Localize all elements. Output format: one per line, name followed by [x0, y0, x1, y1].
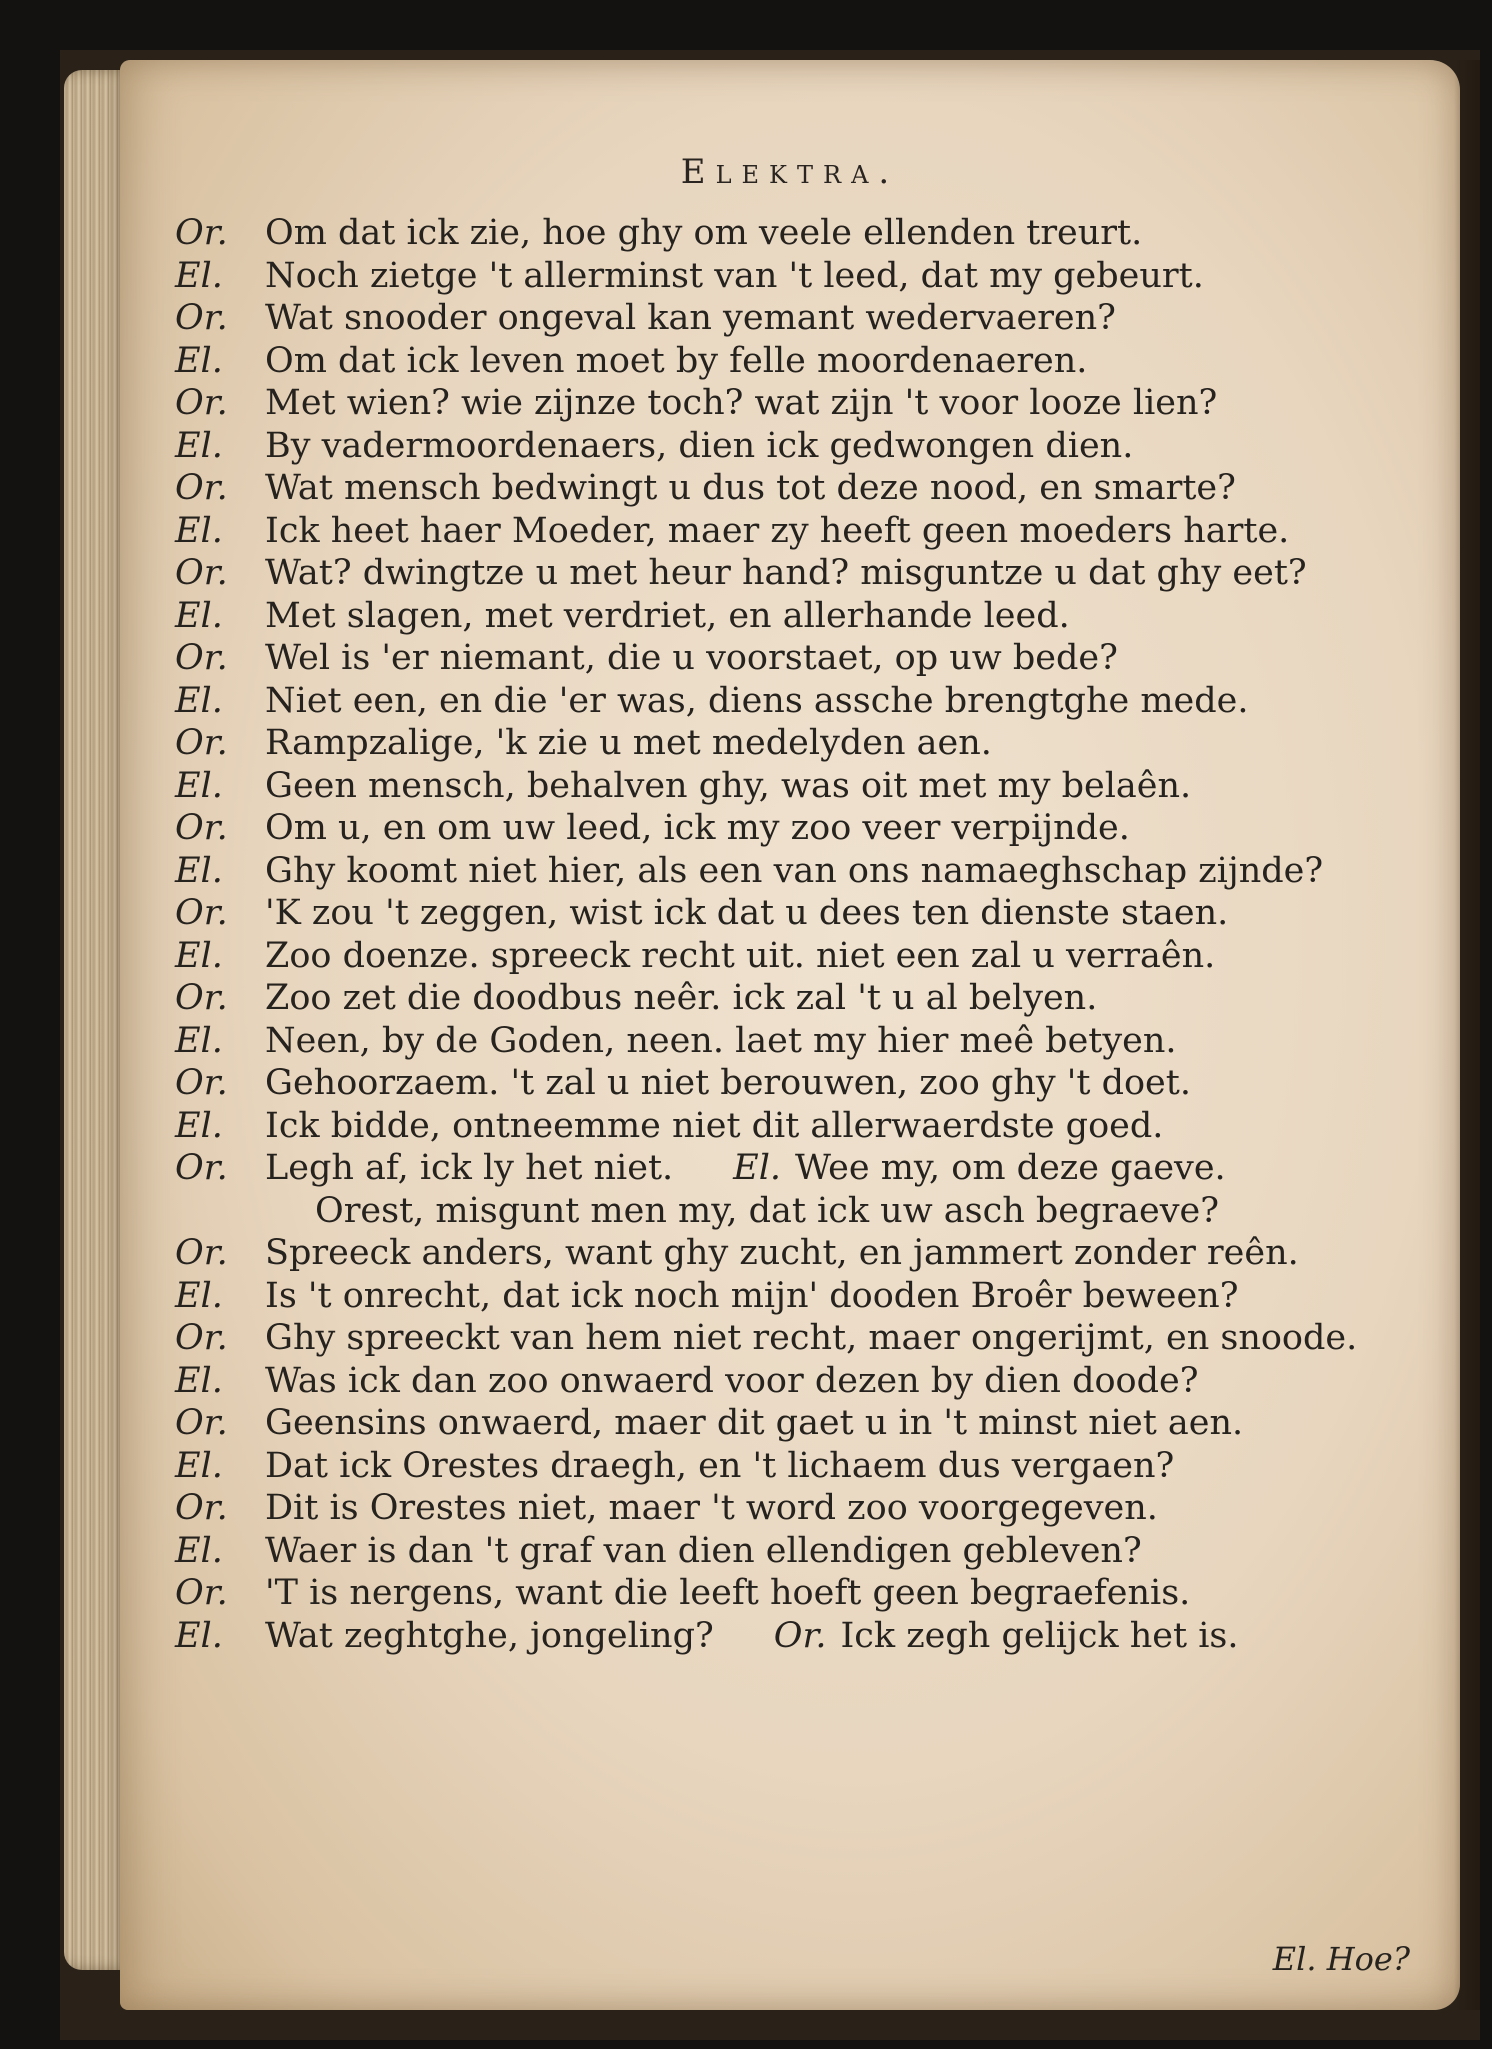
dialogue-line: [175, 510, 1435, 553]
line-text: By vadermoordenaers, dien ick gedwongen dien.: [265, 425, 1134, 466]
line-text: Ick bidde, ontneemme niet dit allerwaerdste goed.: [265, 1105, 1164, 1146]
book-page: [120, 60, 1460, 2010]
dialogue-line: [175, 595, 1435, 638]
dialogue-line: [175, 467, 1435, 510]
dialogue-line: [175, 1445, 1435, 1488]
line-text: Om u, en om uw leed, ick my zoo veer verpijnde.: [265, 808, 1130, 848]
dialogue-line: [175, 425, 1435, 468]
speaker-label: Or.: [175, 893, 228, 933]
line-text: Rampzalige, 'k zie u met medelyden aen.: [265, 723, 992, 763]
speaker-label: El.: [175, 1360, 223, 1401]
line-text: Gehoorzaem. 't zal u niet berouwen, zoo ghy 't doet.: [265, 1063, 1191, 1103]
speaker-label: Or.: [175, 298, 228, 338]
speaker-label: Or.: [175, 1148, 228, 1188]
line-text: 'T is nergens, want die leeft hoeft geen begraefenis.: [265, 1573, 1191, 1613]
dialogue-line: [175, 977, 1435, 1020]
speaker-label: El.: [175, 1615, 223, 1656]
dialogue-line: [175, 1105, 1435, 1148]
speaker-label: El.: [175, 255, 223, 296]
line-text: Geensins onwaerd, maer dit gaet u in 't minst niet aen.: [265, 1403, 1244, 1443]
line-text: 'K zou 't zeggen, wist ick dat u dees ten dienste staen.: [265, 893, 1229, 933]
speaker-label: Or.: [175, 1233, 228, 1273]
dialogue-line: [175, 297, 1435, 340]
speaker-label: El.: [175, 1445, 223, 1486]
line-text: Wat snooder ongeval kan yemant wedervaeren?: [265, 298, 1116, 338]
speaker-label: El.: [175, 595, 223, 636]
dialogue-line: [175, 552, 1435, 595]
dialogue-line: [175, 892, 1435, 935]
dialogue-line: [175, 340, 1435, 383]
line-text: Niet een, en die 'er was, diens assche brengtghe mede.: [265, 680, 1249, 721]
line-text: Ghy koomt niet hier, als een van ons namaeghschap zijnde?: [265, 850, 1324, 891]
line-text: Ghy spreeckt van hem niet recht, maer ongerijmt, en snoode.: [265, 1318, 1358, 1358]
speaker-label: Or.: [175, 1403, 228, 1443]
line-text: Met slagen, met verdriet, en allerhande leed.: [265, 595, 1070, 636]
line-text: Met wien? wie zijnze toch? wat zijn 't voor looze lien?: [265, 383, 1218, 423]
dialogue-line: [175, 1572, 1435, 1615]
dialogue-lines: [175, 212, 1435, 1657]
line-text: Wat zeghtghe, jongeling?: [265, 1615, 714, 1656]
line-text: Om dat ick zie, hoe ghy om veele ellenden treurt.: [265, 213, 1143, 253]
speaker-label: El.: [175, 1020, 223, 1061]
line-text: Wat? dwingtze u met heur hand? misguntze u dat ghy eet?: [265, 553, 1307, 593]
dialogue-line: [175, 765, 1435, 808]
dialogue-line: [175, 807, 1435, 850]
catchword: El. Hoe?: [1272, 1940, 1410, 1978]
speaker-label: El.: [175, 935, 223, 976]
dialogue-line: [175, 1020, 1435, 1063]
speaker-label: Or.: [175, 553, 228, 593]
speaker-label: Or.: [175, 638, 228, 678]
page-gutter-shadow: [1454, 60, 1480, 2010]
dialogue-line: [175, 1190, 1435, 1233]
speaker-label: El.: [175, 765, 223, 806]
speaker-label: Or.: [773, 1615, 827, 1656]
speaker-label: Or.: [175, 213, 228, 253]
dialogue-line: [175, 1147, 1435, 1190]
dialogue-line: [175, 1530, 1435, 1573]
speaker-label: El.: [733, 1148, 782, 1188]
line-text: Om dat ick leven moet by felle moordenaeren.: [265, 340, 1088, 381]
speaker-label: Or.: [175, 1063, 228, 1103]
dialogue-line: [175, 1062, 1435, 1105]
line-text: Was ick dan zoo onwaerd voor dezen by dien doode?: [265, 1360, 1199, 1401]
dialogue-line: [175, 1317, 1435, 1360]
line-text: Ick zegh gelijck het is.: [840, 1615, 1239, 1656]
line-text: Legh af, ick ly het niet.: [265, 1148, 674, 1188]
line-text: Ick heet haer Moeder, maer zy heeft geen moeders harte.: [265, 510, 1290, 551]
line-text: Is 't onrecht, dat ick noch mijn' dooden Broêr beween?: [265, 1275, 1239, 1316]
speaker-label: Or.: [175, 808, 228, 848]
dialogue-line: [175, 255, 1435, 298]
dialogue-line: [175, 850, 1435, 893]
speaker-label: El.: [175, 850, 223, 891]
speaker-label: El.: [175, 680, 223, 721]
line-text: Wel is 'er niemant, die u voorstaet, op uw bede?: [265, 638, 1118, 678]
speaker-label: Or.: [175, 1318, 228, 1358]
dialogue-line: [175, 1275, 1435, 1318]
line-text: Waer is dan 't graf van dien ellendigen gebleven?: [265, 1530, 1142, 1571]
line-text: Wee my, om deze gaeve.: [795, 1148, 1226, 1188]
speaker-label: Or.: [175, 383, 228, 423]
speaker-label: El.: [175, 1275, 223, 1316]
dialogue-line: [175, 1487, 1435, 1530]
speaker-label: El.: [175, 1530, 223, 1571]
line-text: Noch zietge 't allerminst van 't leed, dat my gebeurt.: [265, 255, 1204, 296]
speaker-label: Or.: [175, 1573, 228, 1613]
dialogue-line: [175, 212, 1435, 255]
speaker-label: El.: [175, 340, 223, 381]
dialogue-line: [175, 935, 1435, 978]
line-text: Geen mensch, behalven ghy, was oit met my belaên.: [265, 765, 1192, 806]
line-text: Orest, misgunt men my, dat ick uw asch begraeve?: [315, 1190, 1219, 1231]
dialogue-line: [175, 382, 1435, 425]
page-edges: [64, 70, 128, 1970]
speaker-label: El.: [175, 425, 223, 466]
line-text: Zoo doenze. spreeck recht uit. niet een zal u verraên.: [265, 935, 1216, 976]
speaker-label: El.: [175, 1105, 223, 1146]
dialogue-line: [175, 1615, 1435, 1658]
dialogue-line: [175, 1402, 1435, 1445]
line-text: Dat ick Orestes draegh, en 't lichaem dus vergaen?: [265, 1445, 1175, 1486]
line-text: Neen, by de Goden, neen. laet my hier meê betyen.: [265, 1020, 1177, 1061]
line-text: Zoo zet die doodbus neêr. ick zal 't u al belyen.: [265, 978, 1098, 1018]
speaker-label: Or.: [175, 1488, 228, 1528]
running-header: Elektra.: [680, 152, 900, 192]
dialogue-line: [175, 722, 1435, 765]
dialogue-line: [175, 680, 1435, 723]
dialogue-line: [175, 1232, 1435, 1275]
line-text: Spreeck anders, want ghy zucht, en jammert zonder reên.: [265, 1233, 1299, 1273]
speaker-label: Or.: [175, 468, 228, 508]
dialogue-line: [175, 637, 1435, 680]
speaker-label: Or.: [175, 723, 228, 763]
speaker-label: El.: [175, 510, 223, 551]
line-text: Wat mensch bedwingt u dus tot deze nood, en smarte?: [265, 468, 1236, 508]
line-text: Dit is Orestes niet, maer 't word zoo voorgegeven.: [265, 1488, 1158, 1528]
speaker-label: Or.: [175, 978, 228, 1018]
dialogue-line: [175, 1360, 1435, 1403]
